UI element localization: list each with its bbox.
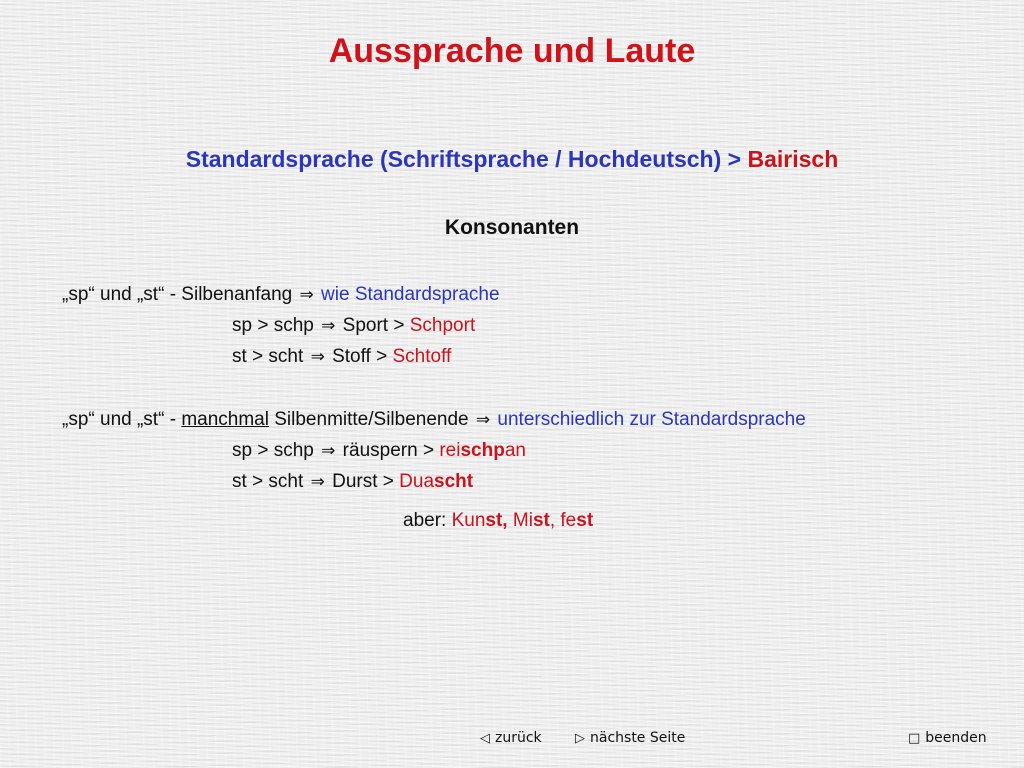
implies-arrow-icon: ⇒ [321, 316, 336, 336]
rule: sp > schp [232, 440, 314, 461]
next-page-button[interactable] [575, 730, 685, 746]
dialect-word: Schport [409, 315, 476, 336]
block2-example-2 [232, 471, 473, 493]
implies-arrow-icon: ⇒ [299, 285, 314, 305]
standard-word: Sport > [342, 315, 405, 336]
aber-word-kunst [452, 510, 508, 531]
standard-word: räuspern > [342, 440, 435, 461]
word-pre: Mi [512, 510, 533, 531]
subtitle-standard: Standardsprache (Schriftsprache / Hochdeutsch) [185, 146, 722, 172]
word-bold: st, [485, 510, 508, 531]
implies-arrow-icon: ⇒ [475, 410, 491, 430]
block2-intro-line [62, 409, 806, 431]
rule: sp > schp [232, 315, 314, 336]
section-heading: Konsonanten [444, 216, 580, 239]
block2-intro-prefix: „sp“ und „st“ - [62, 409, 177, 430]
aber-label: aber: [403, 510, 447, 531]
end-button[interactable] [908, 730, 987, 746]
block1-example-1 [232, 315, 475, 337]
subtitle-separator: > [727, 146, 742, 172]
page-title: Aussprache und Laute [328, 32, 696, 70]
dialect-word [439, 440, 526, 461]
block2-result: unterschiedlich zur Standardsprache [497, 409, 806, 430]
block1-result: wie Standardsprache [321, 284, 500, 305]
square-icon: □ [908, 731, 921, 746]
next-label: nächste Seite [590, 730, 686, 746]
word-bold: st [576, 510, 594, 531]
block2-example-1 [232, 440, 526, 462]
rule: st > scht [232, 346, 304, 367]
back-label: zurück [495, 730, 542, 746]
block1-intro-line [62, 284, 500, 306]
standard-word: Stoff > [332, 346, 388, 367]
aber-line [403, 510, 593, 532]
triangle-left-icon: ◁ [480, 731, 490, 746]
implies-arrow-icon: ⇒ [310, 347, 325, 367]
dialect-bold: schp [460, 440, 505, 461]
block1-example-2 [232, 346, 451, 368]
implies-arrow-icon: ⇒ [321, 441, 336, 461]
subtitle [0, 146, 1024, 173]
implies-arrow-icon: ⇒ [310, 472, 325, 492]
comma: , [549, 510, 556, 531]
back-button[interactable] [480, 730, 542, 746]
dialect-pre: rei [439, 440, 461, 461]
word-pre: Kun [451, 510, 486, 531]
end-label: beenden [925, 730, 987, 746]
word-bold: st [532, 510, 550, 531]
triangle-right-icon: ▷ [575, 731, 585, 746]
dialect-word [399, 471, 473, 492]
aber-word-mist [513, 510, 555, 531]
dialect-word: Schtoff [392, 346, 452, 367]
dialect-post: an [504, 440, 526, 461]
block2-intro-underlined: manchmal [181, 409, 269, 430]
rule: st > scht [232, 471, 304, 492]
dialect-pre: Dua [399, 471, 435, 492]
aber-word-fest [560, 510, 593, 531]
standard-word: Durst > [332, 471, 394, 492]
dialect-bold: scht [434, 471, 474, 492]
subtitle-dialect: Bairisch [747, 146, 839, 172]
block1-intro: „sp“ und „st“ - Silbenanfang [62, 284, 293, 305]
word-pre: fe [560, 510, 577, 531]
block2-intro-suffix: Silbenmitte/Silbenende [274, 409, 469, 430]
